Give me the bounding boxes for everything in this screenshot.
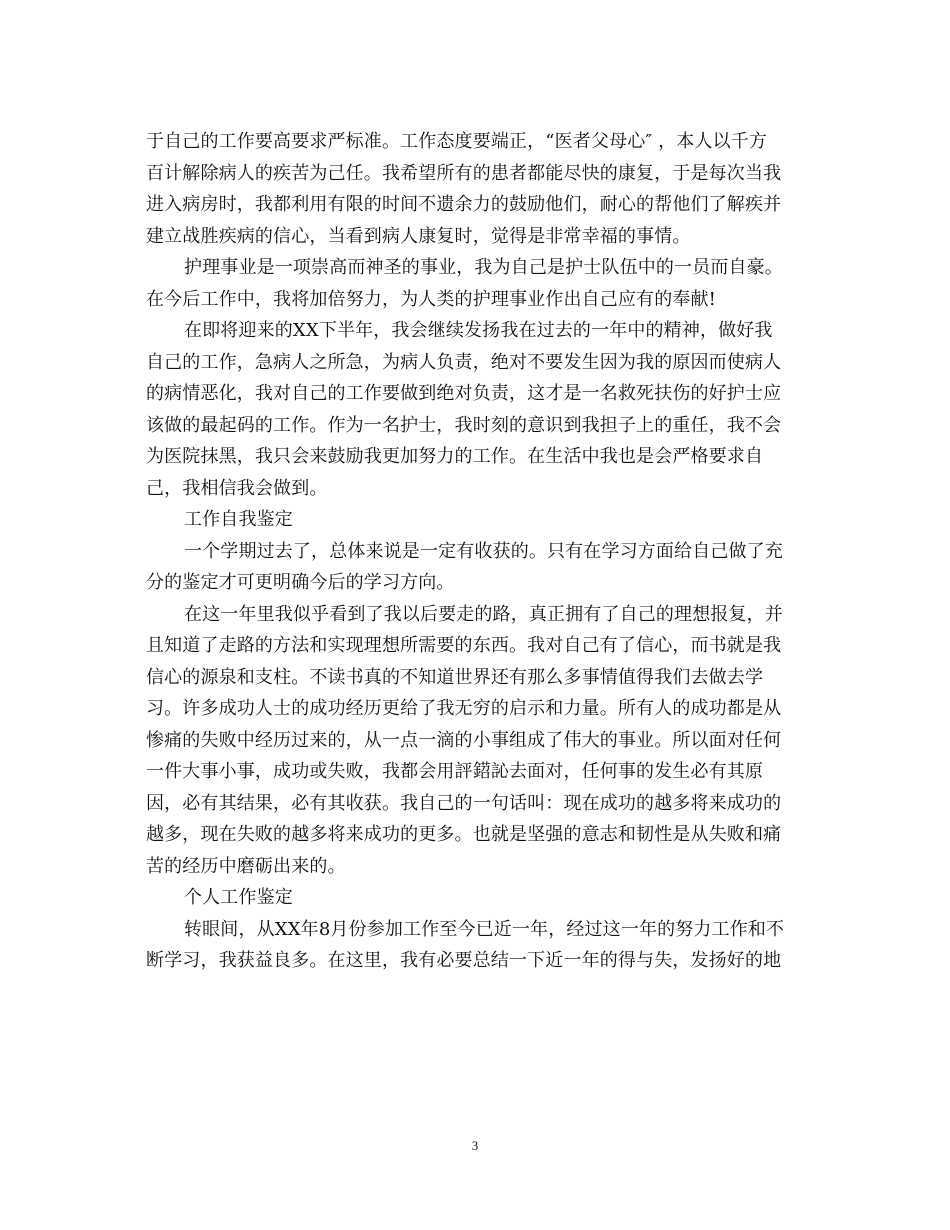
page-number: 3 <box>471 1138 479 1153</box>
text-line: 护理事业是一项崇高而神圣的事业，我为自己是护士队伍中的一员而自豪。 <box>184 257 783 278</box>
text-line: 断学习，我获益良多。在这里，我有必要总结一下近一年的得与失，发扬好的地 <box>146 950 782 971</box>
text-line: 工作自我鉴定 <box>184 509 293 530</box>
text-line: 百计解除病人的疾苦为己任。我希望所有的患者都能尽快的康复，于是每次当我 <box>146 162 782 184</box>
document-body <box>146 126 802 977</box>
text-line: 分的鉴定才可更明确今后的学习方向。 <box>146 572 455 593</box>
text-line: 一个学期过去了，总体来说是一定有收获的。只有在学习方面给自己做了充 <box>184 540 783 562</box>
text-line: 自己的工作，急病人之所急，为病人负责，绝对不要发生因为我的原因而使病人 <box>146 351 782 373</box>
text-line: 转眼间，从XX年8月份参加工作至今已近一年，经过这一年的努力工作和不 <box>184 918 785 940</box>
text-line: 且知道了走路的方法和实现理想所需要的东西。我对自己有了信心，而书就是我 <box>146 635 782 656</box>
text-line: 进入病房时，我都利用有限的时间不遗余力的鼓励他们，耐心的帮他们了解疾并 <box>146 194 782 215</box>
text-line: 己，我相信我会做到。 <box>146 477 328 499</box>
text-line: 苦的经历中磨砺出来的。 <box>146 855 346 877</box>
text-line: 信心的源泉和支柱。不读书真的不知道世界还有那么多事情值得我们去做去学 <box>146 666 764 688</box>
text-line: 在今后工作中，我将加倍努力，为人类的护理事业作出自己应有的奉献! <box>146 288 717 310</box>
text-line: 建立战胜疾病的信心，当看到病人康复时，觉得是非常幸福的事情。 <box>146 225 691 247</box>
text-line: 一件大事小事，成功或失败，我都会用評鍣訫去面对，任何事的发生必有其原 <box>146 761 764 782</box>
text-line: 在这一年里我似乎看到了我以后要走的路，真正拥有了自己的理想报复，并 <box>184 603 783 625</box>
text-line: 习。许多成功人士的成功经历更给了我无穷的启示和力量。所有人的成功都是从 <box>146 698 782 719</box>
text-line: 越多，现在失败的越多将来成功的更多。也就是坚强的意志和韧性是从失败和痛 <box>146 824 782 845</box>
text-line: 惨痛的失败中经历过来的，从一点一滴的小事组成了伟大的事业。所以面对任何 <box>146 729 782 751</box>
text-line: 于自己的工作要高要求严标准。工作态度要端正，“医者父母心″ ，本人以千方 <box>146 131 768 152</box>
text-line: 为医院抹黑，我只会来鼓励我更加努力的工作。在生活中我也是会严格要求自 <box>146 446 764 467</box>
text-line: 因，必有其结果，必有其收获。我自己的一句话叫：现在成功的越多将来成功的 <box>146 792 782 814</box>
text-line: 的病情恶化，我对自己的工作要做到绝对负责，这才是一名救死扶伤的好护士应 <box>146 383 782 404</box>
text-line: 在即将迎来的XX下半年，我会继续发扬我在过去的一年中的精神，做好我 <box>184 320 773 341</box>
text-line: 个人工作鉴定 <box>184 887 293 908</box>
text-line: 该做的最起码的工作。作为一名护士，我时刻的意识到我担子上的重任，我不会 <box>146 414 782 436</box>
